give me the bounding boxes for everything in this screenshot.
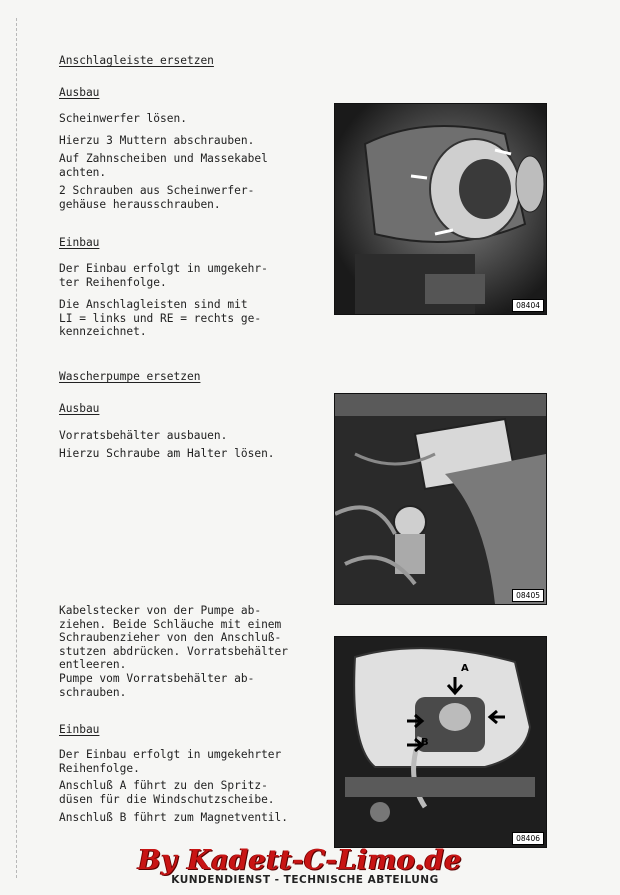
section1-ausbau-line-1: Scheinwerfer lösen.: [59, 112, 187, 125]
section2-ausbau-heading: Ausbau: [59, 402, 100, 415]
headlight-photo: [334, 103, 547, 315]
department-label: KUNDENDIENST - TECHNISCHE ABTEILUNG: [171, 874, 439, 886]
section1-einbau-heading: Einbau: [59, 236, 100, 249]
section1-ausbau-line-3: Auf Zahnscheiben und Massekabel achten.: [59, 152, 268, 179]
section2-ausbau-line-1: Vorratsbehälter ausbauen.: [59, 429, 228, 442]
section2-title: Wascherpumpe ersetzen: [59, 370, 201, 383]
section1-ausbau-line-4: 2 Schrauben aus Scheinwerfer- gehäuse herausschrauben.: [59, 184, 255, 211]
section2-einbau-line-3: Anschluß B führt zum Magnetventil.: [59, 811, 289, 824]
section1-ausbau-heading: Ausbau: [59, 86, 100, 99]
section1-einbau-line-2: Die Anschlagleisten sind mit LI = links und RE = rechts ge- kennzeichnet.: [59, 298, 262, 338]
section2-middle-para-1: Kabelstecker von der Pumpe ab- ziehen. Beide Schläuche mit einem Schraubenzieher von den Anschluß- stutzen abdrücken. Vorratsbehälter entleeren.: [59, 604, 289, 671]
section1-title: Anschlagleiste ersetzen: [59, 54, 214, 67]
section2-einbau-line-2: Anschluß A führt zu den Spritz- düsen für die Windschutzscheibe.: [59, 779, 275, 806]
section2-middle-para-2: Pumpe vom Vorratsbehälter ab- schrauben.: [59, 672, 255, 699]
punch-margin-line: [16, 18, 18, 878]
engine-bay-photo-code: 08405: [512, 589, 544, 602]
pump-photo-label-a: A: [461, 663, 469, 674]
section2-einbau-line-1: Der Einbau erfolgt in umgekehrter Reihenfolge.: [59, 748, 282, 775]
section1-einbau-line-1: Der Einbau erfolgt in umgekehr- ter Reihenfolge.: [59, 262, 268, 289]
watermark-logo: By Kadett-C-Limo.de: [137, 845, 463, 876]
pump-photo: [334, 636, 547, 848]
engine-bay-photo: [334, 393, 547, 605]
pump-photo-code: 08406: [512, 832, 544, 845]
section2-einbau-heading: Einbau: [59, 723, 100, 736]
pump-photo-label-b: B: [421, 737, 429, 748]
section1-ausbau-line-2: Hierzu 3 Muttern abschrauben.: [59, 134, 255, 147]
page-footer: [130, 845, 470, 890]
headlight-photo-code: 08404: [512, 299, 544, 312]
section2-ausbau-line-2: Hierzu Schraube am Halter lösen.: [59, 447, 275, 460]
